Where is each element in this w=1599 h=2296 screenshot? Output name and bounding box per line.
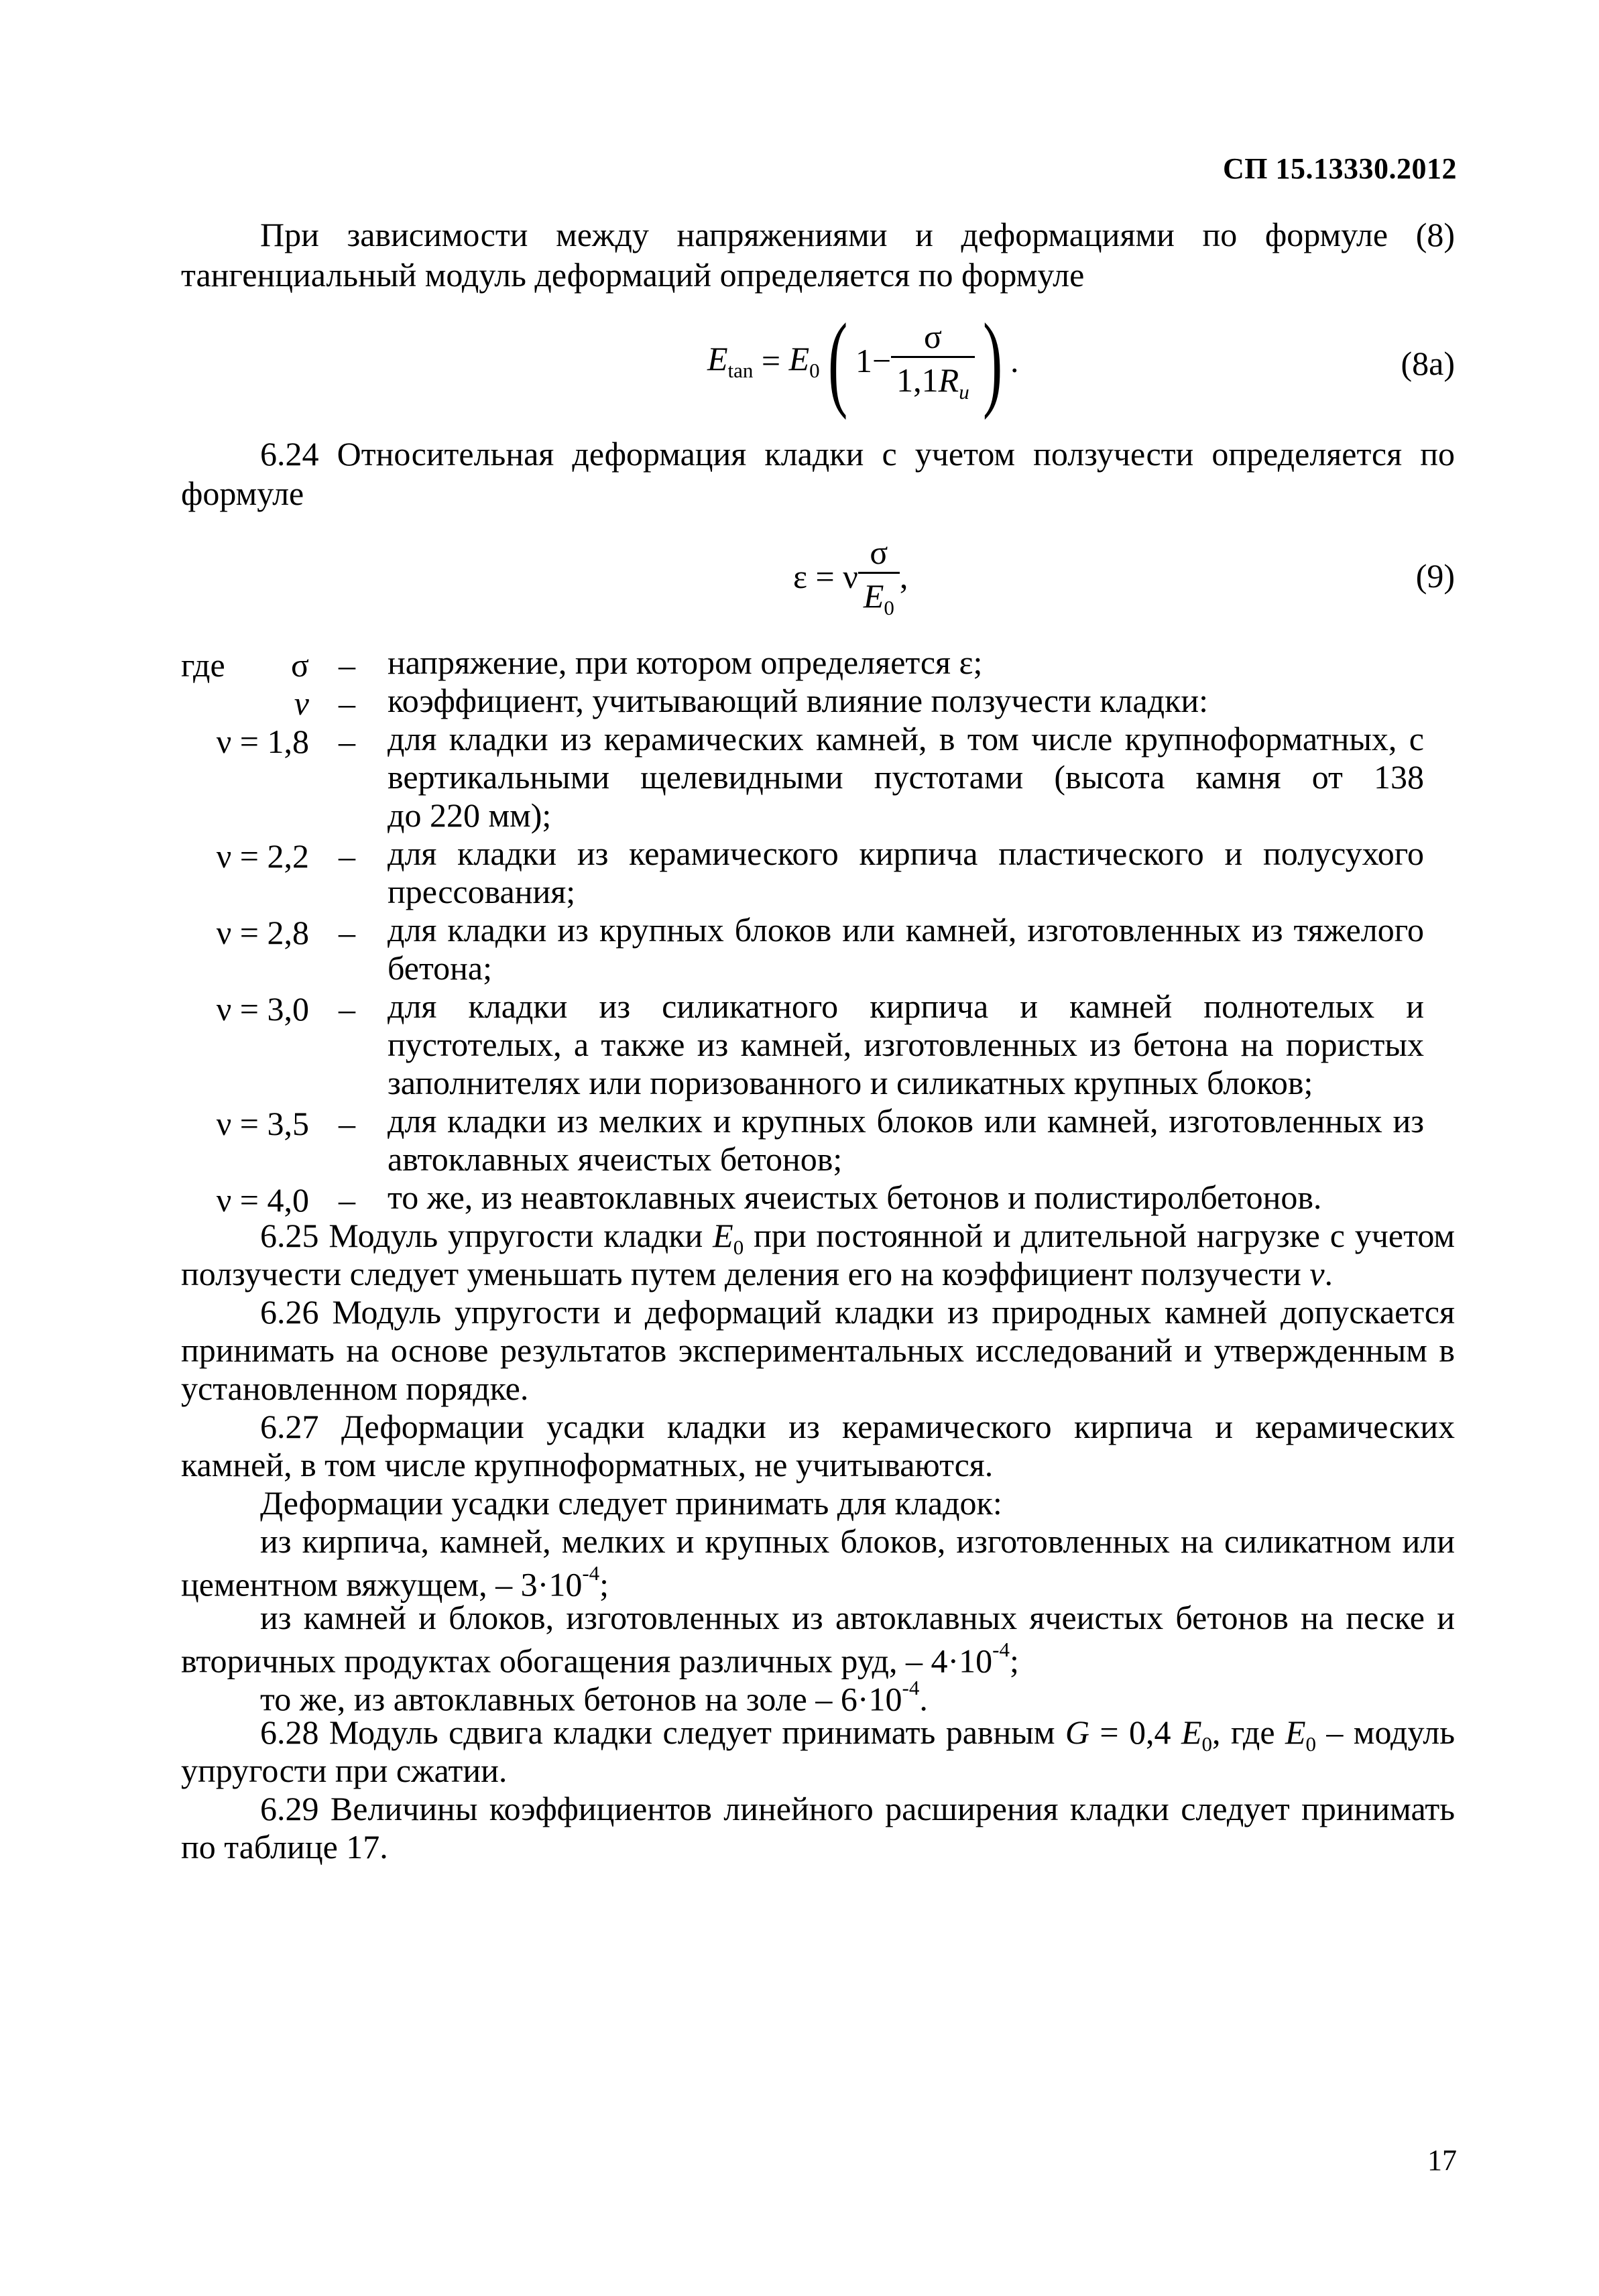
formula-8a-lhs: $E_{tan}$ [707, 339, 754, 382]
formula-8a-fraction: $\frac{\sigma}{1,1R_u}$ [891, 317, 975, 404]
shrinkage-intro: Деформации усадки следует принимать для кладок: [260, 1484, 1002, 1522]
formula-9-number: (9) [1415, 557, 1455, 595]
formula-8a [707, 301, 1019, 420]
intro-line-1: При зависимости между напряжениями и деформациями по формуле (8) [260, 216, 1455, 253]
p625-line-1: 6.25 Модуль упругости кладки $E_0$ при постоянной и длительной нагрузке с учетом [260, 1217, 1456, 1259]
formula-9-lhs: ε = ν [793, 558, 858, 595]
p625-line-2: ползучести следует уменьшать путем деления его на коэффициент ползучести ν. [181, 1255, 1334, 1292]
intro-line-2: тангенциальный модуль деформаций определяется по формуле [181, 256, 1085, 294]
right-paren: ) [982, 301, 1002, 420]
standard-code: СП 15.13330.2012 [1223, 152, 1457, 185]
shrink-1-line-1: из кирпича, камней, мелких и крупных блоков, изготовленных на силикатном или [260, 1522, 1455, 1560]
equals-sign: = [753, 342, 789, 379]
left-paren: ( [827, 301, 847, 420]
shrink-2-line-1: из камней и блоков, изготовленных из автоклавных ячеистых бетонов на песке и [260, 1599, 1455, 1636]
formula-8a-dot: . [1010, 342, 1019, 379]
formula-8a-e0: $E_0$ [788, 339, 820, 382]
formula-9 [793, 533, 908, 620]
p626-line-2: принимать на основе результатов экспериментальных исследований и утвержденным в [181, 1331, 1455, 1369]
formula-9-fraction: $\frac{\sigma}{E_0}$ [858, 533, 900, 620]
formula-8a-number: (8a) [1401, 345, 1455, 382]
p627-line-1: 6.27 Деформации усадки кладки из керамического кирпича и керамических [260, 1408, 1455, 1445]
p629-line-1: 6.29 Величины коэффициентов линейного расширения кладки следует принимать [260, 1790, 1455, 1827]
p626-line-1: 6.26 Модуль упругости и деформаций кладки из природных камней допускается [260, 1293, 1455, 1331]
p624-line-1: 6.24 Относительная деформация кладки с учетом ползучести определяется по [260, 435, 1455, 473]
p626-line-3: установленном порядке. [181, 1370, 529, 1407]
page-number: 17 [1427, 2144, 1457, 2177]
formula-9-comma: , [899, 558, 908, 595]
one-minus: 1− [855, 342, 892, 379]
p628-line-2: упругости при сжатии. [181, 1752, 508, 1789]
p628-line-1: 6.28 Модуль сдвига кладки следует принимать равным G = 0,4 $E_0$, где $E_0$ – модуль [260, 1713, 1456, 1756]
shrink-1-line-2: цементном вяжущем, – $3\cdot 10^{-4}$; [181, 1561, 609, 1604]
p624-line-2: формуле [181, 475, 304, 512]
where-label: где [181, 646, 225, 684]
shrink-3-line: то же, из автоклавных бетонов на золе – $6\cdot 10^{-4}$. [260, 1676, 928, 1718]
p627-line-2: камней, в том числе крупноформатных, не учитываются. [181, 1446, 994, 1484]
p629-line-2: по таблице 17. [181, 1828, 388, 1866]
shrink-2-line-2: вторичных продуктах обогащения различных руд, – $4\cdot 10^{-4}$; [181, 1638, 1019, 1680]
